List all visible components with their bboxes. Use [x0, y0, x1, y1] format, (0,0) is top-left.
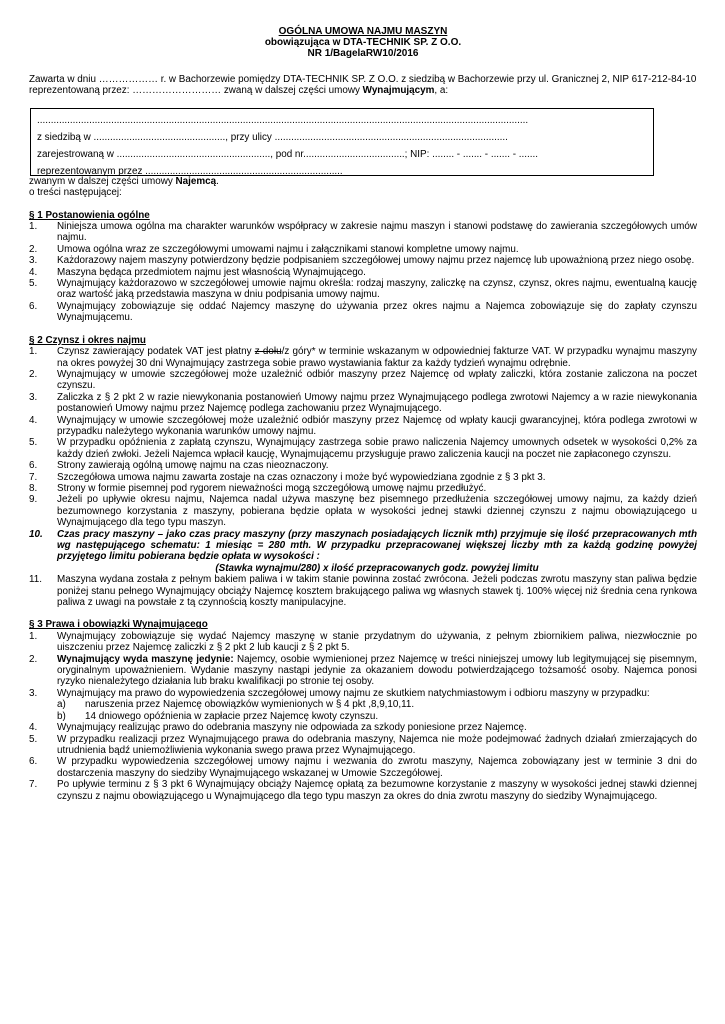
after-box-party: Najemcą — [175, 175, 217, 187]
list-item: 6. W przypadku wypowiedzenia szczegółowej umowy najmu i wezwania do zwrotu maszyny, Najemca zobowiązany jest w terminie 3 dni do dostarczenia maszyny do siedziby Wynajmującego wskazanej w Umowie Szczegółowej. — [29, 756, 697, 779]
list-item: 4. Maszyna będąca przedmiotem najmu jest własnością Wynajmującego. — [29, 266, 366, 278]
list-item: 5. Wynajmujący każdorazowo w szczegółowej umowie najmu określa: rodzaj maszyny, zaliczkę na czynsz, czynsz, okres najmu, ewentualną kaucję oraz wartość jaką przedstawia maszyna w dniu podpisania umowy najmu. — [29, 278, 697, 301]
box-line-registration: zarejestrowaną w ........................................................, pod nr.....................................; NIP: ........ - ....... - ....... - ....... — [37, 148, 539, 160]
list-item: 3. Każdorazowy najem maszyny potwierdzony będzie podpisaniem szczegółowej umowy najmu przez najemcę lub upoważnioną przez niego osobę. — [29, 255, 695, 267]
box-line-representative: reprezentowanym przez ........................................................................ — [37, 165, 343, 176]
list-item: 2. Wynajmujący w umowie szczegółowej może uzależnić odbiór maszyny przez Najemcę od wpłaty zaliczki, która zostanie zaliczona na poczet czynszu. — [29, 368, 697, 392]
list-item: 1. Wynajmujący zobowiązuje się wydać Najemcy maszynę w stanie przydatnym do używania, z pełnym zbiornikiem paliwa, niezwłocznie po uiszczeniu przez Najemcę zaliczki z § 2 pkt 2 lub kaucji z § 2 pkt 5. — [29, 630, 697, 654]
list-item: 3. Zaliczka z § 2 pkt 2 w razie niewykonania postanowień Umowy najmu przez Wynajmującego podlega zwrotowi Najemcy a w razie niewykonania postanowień Umowy najmu przez Najemcę podlega zachowaniu przez Wynajmującego. — [29, 391, 697, 415]
section3-heading: § 3 Prawa i obowiązki Wynajmującego — [29, 619, 208, 631]
section3-list — [29, 631, 697, 802]
intro-paragraph — [29, 74, 697, 97]
struck-text: z dołu — [254, 346, 282, 358]
section1-list — [29, 221, 697, 324]
list-item: 11. Maszyna wydana została z pełnym bakiem paliwa i w takim stanie powinna zostać zwrócona. Jeżeli podczas zwrotu maszyny stan paliwa będzie poniżej stanu pełnego Wynajmujący obciąży Najemcę kosztem brakującego paliwa wg własnych stawek tj. 100% więcej niż średnia cena rynkowa paliwa z uwagi na powstałe z tą czynnością koszty manipulacyjne. — [29, 574, 697, 609]
after-box-line1: zwanym w dalszej części umowy — [29, 175, 176, 187]
list-item: 7. Szczegółowa umowa najmu zawarta zostaje na czas oznaczony i może być wypowiedziana zgodnie z § 3 pkt 3. — [29, 471, 546, 483]
intro-party-name: Wynajmującym — [362, 85, 435, 97]
document-page — [29, 26, 697, 802]
list-item: 2. Umowa ogólna wraz ze szczegółowymi umowami najmu i załącznikami stanowi kompletne umowy najmu. — [29, 243, 519, 255]
formula-line: (Stawka wynajmu/280) x ilość przepracowanych godz. powyżej limitu — [215, 562, 539, 574]
list-item: 6. Strony zawierają ogólną umowę najmu na czas nieoznaczony. — [29, 460, 329, 472]
list-item: 4. Wynajmujący w umowie szczegółowej może uzależnić odbiór maszyny przez Najemcę od wpłaty kaucji gwarancyjnej, która podlega zwrotowi w przypadku należytego wykonania warunków umowy najmu. — [29, 414, 697, 437]
list-item: 5. W przypadku realizacji przez Wynajmującego prawa do odebrania maszyny, Najemca nie może podejmować żadnych działań zmierzających do utrudnienia bądź uniemożliwienia wykonania swego prawa przez Wynajmującego. — [29, 733, 697, 756]
intro-tail: , a: — [434, 85, 449, 97]
section2-heading: § 2 Czynsz i okres najmu — [29, 334, 146, 346]
after-box-line2: o treści następującej: — [29, 187, 122, 199]
list-item: 9. Jeżeli po upływie okresu najmu, Najemca nadal używa maszynę bez pisemnego przedłużenia szczegółowej umowy najmu, za każdy dzień bezumownego korzystania z maszyny, pobierana będzie opłata w wysokości jednej stawki dziennej czynszu z najmu obowiązującego u Wynajmującego dla tego typu maszyn. — [29, 494, 697, 529]
title-line-1: OGÓLNA UMOWA NAJMU MASZYN — [278, 26, 448, 37]
list-item: 6. Wynajmujący zobowiązuje się oddać Najemcy maszynę do używania przez okres najmu a Najemca zobowiązuje się do zapłaty czynszu Wynajmującemu. — [29, 300, 697, 324]
list-item: 1. Czynsz zawierający podatek VAT jest płatny z dołu/z góry* w terminie wskazanym w odpowiedniej fakturze VAT. W przypadku wynajmu maszyny na okres powyżej 30 dni Wynajmujący zastrzega sobie prawo wystawiania faktur za każdy tydzień wynajmu odrębnie. — [29, 346, 697, 369]
intro-text: Zawarta w dniu ……………… r. w Bachorzewie pomiędzy DTA-TECHNIK SP. Z O.O. z siedzibą w Bachorzewie przy ul. Granicznej 2, NIP 617-212-84-10 reprezentowaną przez: ……………………… zwaną w dalszej części umowy — [29, 74, 697, 97]
document-title — [29, 26, 697, 59]
list-item: 10. Czas pracy maszyny – jako czas pracy maszyny (przy maszynach posiadających licznik mth) przyjmuje się ilość przepracowanych mth wg następującego schematu: 1 miesiąc = 280 mth. W przypadku przepracowanej większej liczby mth za każdą godzinę powyżej przyjętego limitu pobierana będzie opłata w wysokości : (Stawka wynajmu/280) x ilość przepracowanych godz. powyżej limitu — [29, 528, 697, 574]
after-box-tail: . — [216, 175, 219, 187]
sub-item: b) 14 dniowego opóźnienia w zapłacie przez Najemcę kwoty czynszu. — [57, 710, 379, 722]
list-item: 7. Po upływie terminu z § 3 pkt 6 Wynajmujący obciąży Najemcę opłatą za bezumowne korzystanie z maszyny w wysokości jednej stawki dziennej czynszu z najmu obowiązującego u Wynajmującego dla tego typu maszyn za okres do dnia zwrotu maszyny do siedziby Wynajmującego. — [29, 779, 697, 802]
box-line-seat: z siedzibą w ................................................, przy ulicy ..................................................................................... — [37, 131, 508, 143]
title-line-2: obowiązująca w DTA-TECHNIK SP. Z O.O. — [264, 37, 462, 48]
after-box-text — [29, 176, 697, 187]
section1-heading: § 1 Postanowienia ogólne — [29, 209, 150, 221]
list-item: 4. Wynajmujący realizując prawo do odebrania maszyny nie odpowiada za szkody poniesione przez Najemcę. — [29, 722, 527, 734]
list-item: 1. Niniejsza umowa ogólna ma charakter warunków współpracy w zakresie najmu maszyn i stanowi podstawę do zawierania szczegółowych umów najmu. — [29, 221, 697, 244]
title-line-3: NR 1/BagelaRW10/2016 — [307, 48, 419, 59]
list-item: 3. Wynajmujący ma prawo do wypowiedzenia szczegółowej umowy najmu ze skutkiem natychmiastowym i odbioru maszyny w przypadku: a) naruszenia przez Najemcę obowiązków wymienionych w § 4 pkt ,8,9,10,11. b) 14 dniowego opóźnienia w zapłacie przez Najemcę kwoty czynszu. — [29, 688, 697, 722]
list-item: 2. Wynajmujący wyda maszynę jedynie: Najemcy, osobie wymienionej przez Najemcę w treści niniejszej umowy lub legitymującej się pisemnym, oryginalnym upoważnieniem. Wydanie maszyny nastąpi jedynie za okazaniem dowodu potwierdzającego tożsamość osoby. Najemca ponosi ryzyko nienależytego działania lub braku kwalifikacji po stronie tej osoby. — [29, 653, 697, 688]
lessee-details-box — [30, 108, 654, 176]
box-line-name: ................................................................................................................................................................................... — [37, 114, 529, 126]
section2-list — [29, 346, 697, 608]
list-item: 5. W przypadku opóźnienia z zapłatą czynszu, Wynajmujący zastrzega sobie prawo naliczenia Najemcy umownych odsetek w wysokości 0,2% za każdy dzień zwłoki. Jeżeli Najemca wpłacił kaucję, Wynajmującemu przysługuje prawo zaliczenia kaucji na poczet nie zapłaconego czynszu. — [29, 437, 697, 460]
list-item: 8. Strony w formie pisemnej pod rygorem nieważności mogą szczegółową umowę najmu przedłużyć. — [29, 482, 487, 494]
sub-item: a) naruszenia przez Najemcę obowiązków wymienionych w § 4 pkt ,8,9,10,11. — [57, 699, 415, 711]
